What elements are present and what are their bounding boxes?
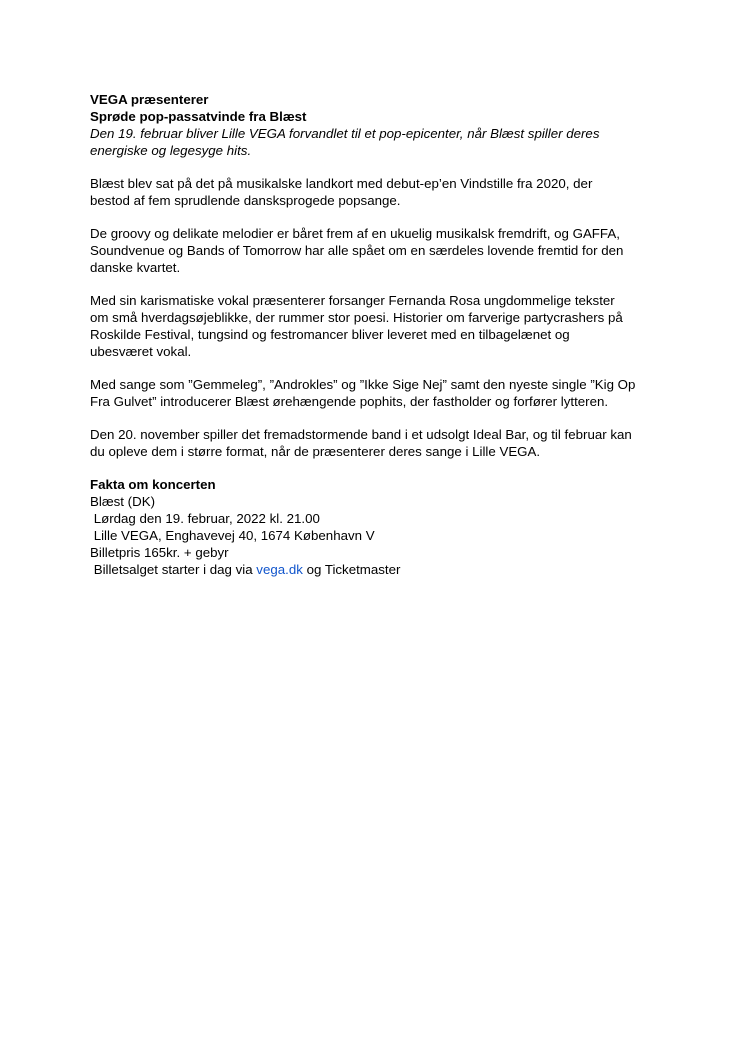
paragraph-line: danske kvartet. <box>90 260 181 275</box>
paragraph-line: Blæst blev sat på det på musikalske landkort med debut-ep’en Vindstille fra 2020, der <box>90 176 593 191</box>
facts-date: Lørdag den 19. februar, 2022 kl. 21.00 <box>90 511 320 526</box>
body-paragraph <box>90 426 670 460</box>
presenter-line: VEGA præsenterer <box>90 92 209 107</box>
paragraph-line: Med sange som ”Gemmeleg”, ”Androkles” og ”Ikke Sige Nej” samt den nyeste single ”Kig Op <box>90 377 636 392</box>
lead-line: Den 19. februar bliver Lille VEGA forvandlet til et pop-epicenter, når Blæst spiller deres <box>90 126 600 141</box>
tickets-prefix: Billetsalget starter i dag via <box>90 562 257 577</box>
vega-link[interactable]: vega.dk <box>256 562 303 577</box>
body-paragraph <box>90 175 670 209</box>
facts-venue: Lille VEGA, Enghavevej 40, 1674 København V <box>90 528 375 543</box>
body-paragraph <box>90 376 670 410</box>
press-header <box>90 91 670 159</box>
paragraph-line: Roskilde Festival, tungsind og festromancer bliver leveret med en tilbagelænet og <box>90 327 570 342</box>
press-release <box>90 91 670 578</box>
body-paragraph <box>90 225 670 276</box>
facts-tickets <box>90 561 670 578</box>
headline: Sprøde pop-passatvinde fra Blæst <box>90 109 307 124</box>
lead-line: energiske og legesyge hits. <box>90 143 252 158</box>
facts-heading: Fakta om koncerten <box>90 477 216 492</box>
body-paragraph <box>90 292 670 360</box>
facts-artist: Blæst (DK) <box>90 494 156 509</box>
paragraph-line: Soundvenue og Bands of Tomorrow har alle spået om en særdeles lovende fremtid for den <box>90 243 624 258</box>
paragraph-line: De groovy og delikate melodier er båret frem af en ukuelig musikalsk fremdrift, og GAFFA, <box>90 226 620 241</box>
paragraph-line: Med sin karismatiske vokal præsenterer forsanger Fernanda Rosa ungdommelige tekster <box>90 293 615 308</box>
paragraph-line: bestod af fem sprudlende dansksprogede popsange. <box>90 193 401 208</box>
paragraph-line: du opleve dem i større format, når de præsenterer deres sange i Lille VEGA. <box>90 444 541 459</box>
facts-section <box>90 476 670 578</box>
paragraph-line: ubesværet vokal. <box>90 344 192 359</box>
paragraph-line: Den 20. november spiller det fremadstormende band i et udsolgt Ideal Bar, og til februar kan <box>90 427 632 442</box>
paragraph-line: om små hverdagsøjeblikke, der rummer stor poesi. Historier om farverige partycrashers på <box>90 310 623 325</box>
tickets-suffix: og Ticketmaster <box>302 562 401 577</box>
facts-price: Billetpris 165kr. + gebyr <box>90 545 229 560</box>
paragraph-line: Fra Gulvet” introducerer Blæst ørehængende pophits, der fastholder og forfører lytteren. <box>90 394 609 409</box>
